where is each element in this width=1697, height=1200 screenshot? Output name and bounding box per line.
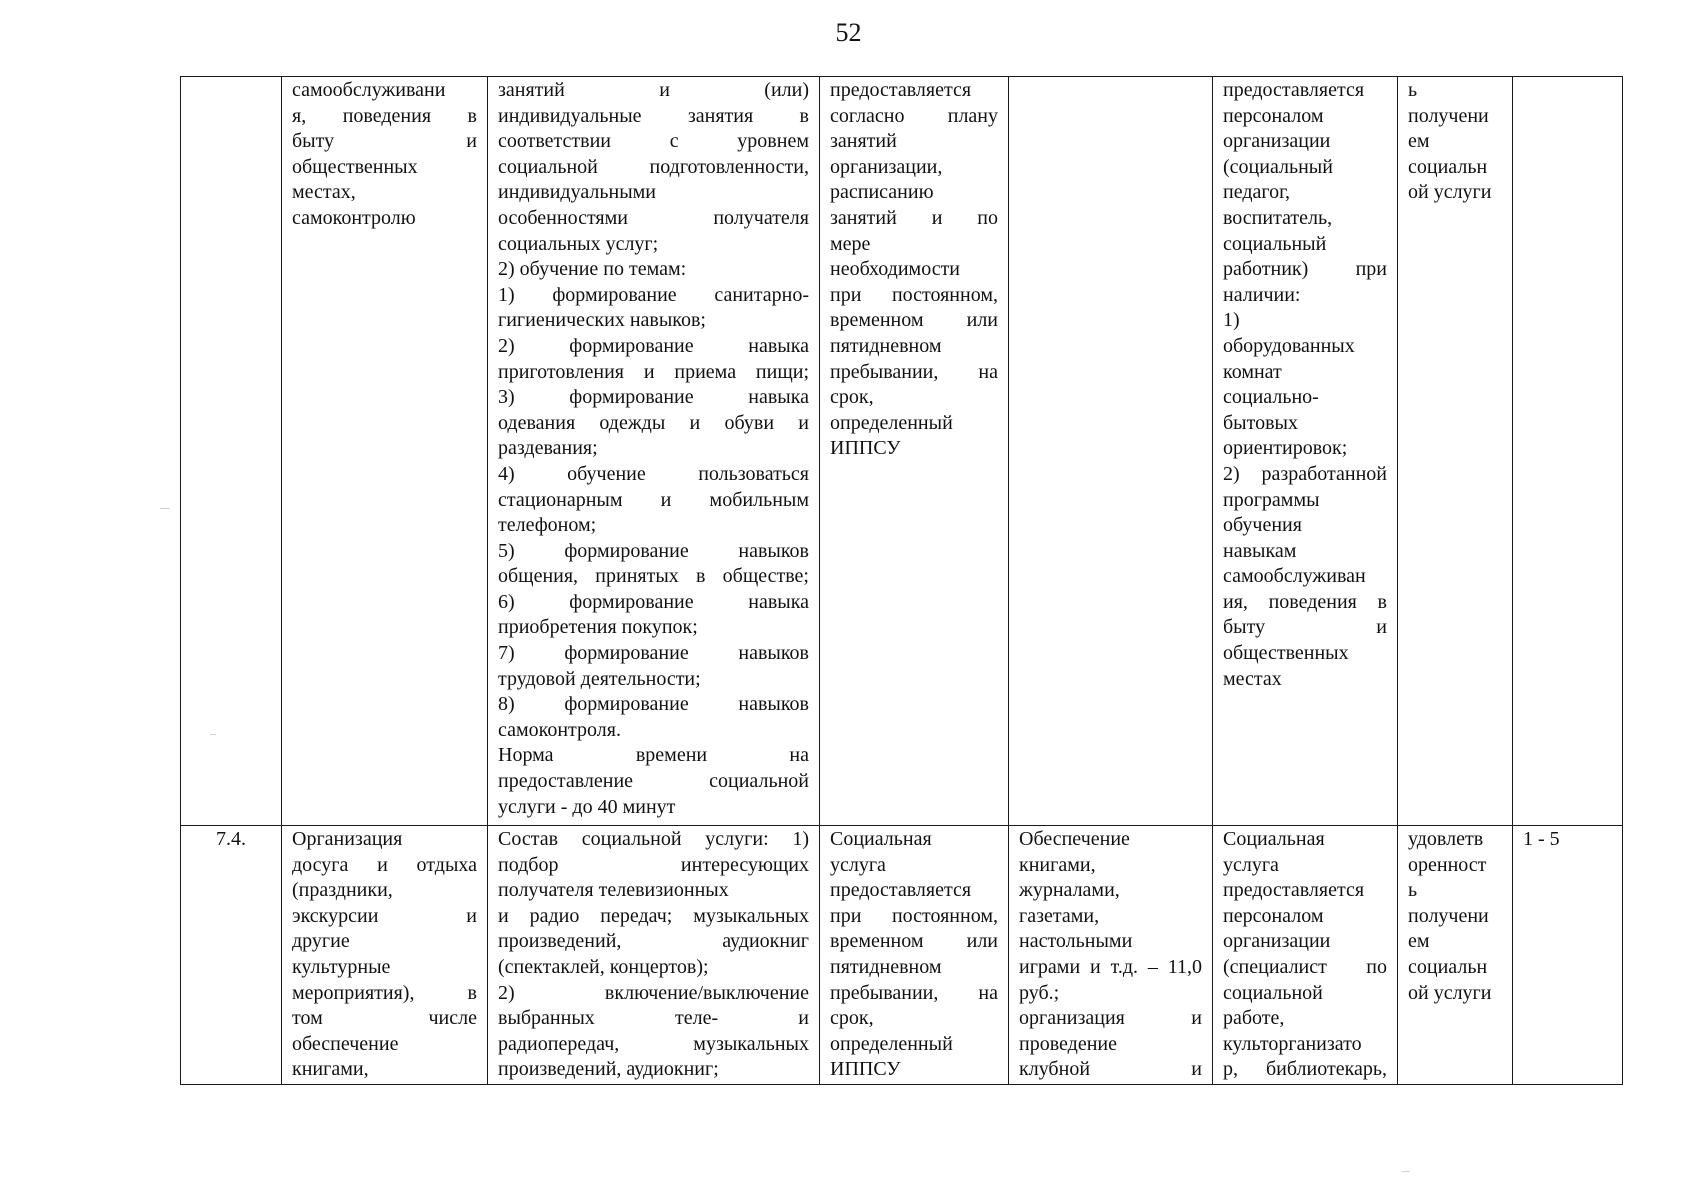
cell-text-line: журналами, bbox=[1019, 879, 1120, 902]
cell-service-evaluation bbox=[1398, 77, 1513, 826]
cell-text-line: временном или bbox=[830, 930, 998, 953]
cell-text-line: трудовой деятельности; bbox=[498, 667, 701, 690]
cell-service-timing bbox=[820, 77, 1009, 826]
scan-artifact bbox=[1402, 1171, 1410, 1172]
cell-text-line: 3) формирование навыка bbox=[498, 386, 809, 409]
cell-text-line: персоналом bbox=[1223, 104, 1324, 127]
cell-service-name bbox=[282, 77, 488, 826]
cell-text-line: предоставление социальной bbox=[498, 770, 809, 793]
services-table bbox=[180, 76, 1623, 1085]
cell-service-name bbox=[282, 826, 488, 1085]
cell-text-line: согласно плану bbox=[830, 104, 998, 127]
cell-text-line: самообслуживан bbox=[1223, 565, 1366, 588]
cell-text-line: занятий bbox=[830, 130, 897, 153]
cell-text-line: временном или bbox=[830, 309, 998, 332]
cell-service-timing bbox=[820, 826, 1009, 1085]
cell-number bbox=[181, 77, 282, 826]
cell-text-line: занятий и (или) bbox=[498, 79, 809, 101]
cell-text-line: услуга bbox=[830, 853, 886, 876]
cell-text-line: местах bbox=[1223, 667, 1282, 690]
cell-rating-range bbox=[1513, 77, 1623, 826]
cell-text-line: организации bbox=[1223, 930, 1331, 953]
cell-text-line: бытовых bbox=[1223, 411, 1298, 434]
cell-text-line: соответствии с уровнем bbox=[498, 130, 809, 153]
cell-text-line: я, поведения в bbox=[292, 104, 477, 127]
cell-text-line: 2) обучение по темам: bbox=[498, 258, 687, 281]
cell-text-line: навыкам bbox=[1223, 539, 1297, 562]
cell-text-line: наличии: bbox=[1223, 283, 1301, 306]
cell-text-line: телефоном; bbox=[498, 514, 597, 537]
cell-text-line: ия, поведения в bbox=[1223, 590, 1387, 613]
cell-text-line: получени bbox=[1408, 904, 1489, 927]
cell-text-line: р, библиотекарь, bbox=[1223, 1058, 1387, 1081]
cell-text-line: ой услуги bbox=[1408, 181, 1492, 204]
cell-text-line: клубной и bbox=[1019, 1058, 1202, 1081]
cell-text-line: организации, bbox=[830, 155, 943, 178]
cell-text-line: (специалист по bbox=[1223, 955, 1387, 978]
cell-text-line: настольными bbox=[1019, 930, 1133, 953]
cell-text-line: ь bbox=[1408, 879, 1418, 902]
cell-text-line: социальной bbox=[1223, 981, 1323, 1004]
cell-text-line: индивидуальными bbox=[498, 181, 656, 204]
page-number: 52 bbox=[835, 18, 862, 47]
cell-text-line: ориентировок; bbox=[1223, 437, 1348, 460]
cell-service-conditions bbox=[1213, 77, 1398, 826]
cell-text-line: Организация bbox=[292, 828, 403, 850]
cell-service-cost bbox=[1009, 77, 1213, 826]
cell-text-line: проведение bbox=[1019, 1032, 1117, 1055]
cell-text-line: общественных bbox=[292, 155, 418, 178]
cell-text-line: мере bbox=[830, 232, 871, 255]
cell-text-line: предоставляется bbox=[1223, 879, 1365, 902]
cell-text-line: 2) формирование навыка bbox=[498, 334, 809, 357]
cell-text-line: одевания одежды и обуви и bbox=[498, 411, 809, 434]
cell-text-line: 2) включение/выключение bbox=[498, 981, 809, 1004]
cell-text-line: гигиенических навыков; bbox=[498, 309, 706, 332]
cell-text-line: экскурсии и bbox=[292, 904, 477, 927]
cell-text-line: услуга bbox=[1223, 853, 1279, 876]
cell-text-line: определенный bbox=[830, 411, 953, 434]
cell-text-line: ИППСУ bbox=[830, 1058, 901, 1081]
cell-text-line: раздевания; bbox=[498, 437, 598, 460]
scan-artifact bbox=[160, 508, 170, 509]
cell-text-line: ем bbox=[1408, 930, 1430, 953]
cell-text-line: мероприятия), в bbox=[292, 981, 477, 1004]
cell-text-line: программы bbox=[1223, 488, 1320, 511]
cell-text-line: (социальный bbox=[1223, 155, 1333, 178]
table-row bbox=[181, 826, 1623, 1085]
cell-text-line: получени bbox=[1408, 104, 1489, 127]
cell-text-line: особенностями получателя bbox=[498, 206, 809, 229]
cell-text-line: подбор интересующих bbox=[498, 853, 809, 876]
cell-text-line: социальный bbox=[1223, 232, 1327, 255]
cell-text-line: газетами, bbox=[1019, 904, 1100, 927]
cell-text-line: 2) разработанной bbox=[1223, 462, 1387, 485]
cell-text-line: оборудованных bbox=[1223, 334, 1355, 357]
cell-text-line: руб.; bbox=[1019, 981, 1060, 1004]
cell-text-line: Состав социальной услуги: 1) bbox=[498, 828, 809, 850]
cell-service-cost bbox=[1009, 826, 1213, 1085]
cell-text-line: предоставляется bbox=[830, 79, 972, 101]
cell-text-line: и радио передач; музыкальных bbox=[498, 904, 809, 927]
cell-text-line: обучения bbox=[1223, 514, 1302, 537]
cell-text-line: удовлетв bbox=[1408, 828, 1484, 850]
cell-text-line: Социальная bbox=[830, 828, 932, 850]
cell-text-line: 4) обучение пользоваться bbox=[498, 462, 809, 485]
cell-service-evaluation bbox=[1398, 826, 1513, 1085]
cell-text-line: комнат bbox=[1223, 360, 1282, 383]
cell-text-line: быту и bbox=[1223, 616, 1387, 639]
cell-text-line: расписанию bbox=[830, 181, 934, 204]
cell-text-line: организация и bbox=[1019, 1007, 1202, 1030]
cell-text-line: социальной подготовленности, bbox=[498, 155, 809, 178]
cell-text-line: выбранных теле- и bbox=[498, 1007, 809, 1030]
cell-text-line: произведений, аудиокниг; bbox=[498, 1058, 719, 1081]
cell-text-line: Обеспечение bbox=[1019, 828, 1130, 850]
cell-text-line: индивидуальные занятия в bbox=[498, 104, 809, 127]
cell-text-line: оренност bbox=[1408, 853, 1487, 876]
cell-text-line: ь bbox=[1408, 79, 1418, 101]
cell-text-line: социальн bbox=[1408, 155, 1488, 178]
cell-text-line: срок, bbox=[830, 1007, 874, 1030]
cell-text-line: пребывании, на bbox=[830, 360, 998, 383]
cell-text-line: культурные bbox=[292, 955, 391, 978]
cell-text-line: обеспечение bbox=[292, 1032, 399, 1055]
cell-service-content bbox=[488, 77, 820, 826]
cell-text-line: воспитатель, bbox=[1223, 206, 1333, 229]
cell-text-line: 7) формирование навыков bbox=[498, 642, 809, 665]
cell-text-line: (спектаклей, концертов); bbox=[498, 955, 709, 978]
cell-service-conditions bbox=[1213, 826, 1398, 1085]
cell-text-line: персоналом bbox=[1223, 904, 1324, 927]
cell-text-line: педагог, bbox=[1223, 181, 1291, 204]
cell-text-line: 1) формирование санитарно- bbox=[498, 283, 809, 306]
cell-text-line: пятидневном bbox=[830, 334, 942, 357]
cell-text-line: работе, bbox=[1223, 1007, 1285, 1030]
cell-text-line: другие bbox=[292, 930, 350, 953]
cell-text-line: определенный bbox=[830, 1032, 953, 1055]
cell-text-line: 6) формирование навыка bbox=[498, 590, 809, 613]
cell-text-line: играми и т.д. – 11,0 bbox=[1019, 955, 1202, 978]
cell-text-line: организации bbox=[1223, 130, 1331, 153]
cell-text-line: культорганизато bbox=[1223, 1032, 1362, 1055]
cell-text-line: досуга и отдыха bbox=[292, 853, 477, 876]
cell-text-line: социальн bbox=[1408, 955, 1488, 978]
cell-text-line: пятидневном bbox=[830, 955, 942, 978]
cell-text-line: Норма времени на bbox=[498, 744, 809, 767]
cell-text-line: самоконтроля. bbox=[498, 718, 621, 741]
scan-artifact bbox=[210, 734, 216, 735]
cell-text-line: пребывании, на bbox=[830, 981, 998, 1004]
cell-text-line: радиопередач, музыкальных bbox=[498, 1032, 809, 1055]
cell-text-line: книгами, bbox=[1019, 853, 1096, 876]
cell-text-line: общественных bbox=[1223, 642, 1349, 665]
cell-text-line: книгами, bbox=[292, 1058, 369, 1081]
cell-text-line: социальных услуг; bbox=[498, 232, 659, 255]
cell-text-line: ИППСУ bbox=[830, 437, 901, 460]
cell-service-content bbox=[488, 826, 820, 1085]
cell-text-line: 8) формирование навыков bbox=[498, 693, 809, 716]
cell-text-line: приобретения покупок; bbox=[498, 616, 698, 639]
cell-text-line: местах, bbox=[292, 181, 356, 204]
cell-text-line: получателя телевизионных bbox=[498, 879, 729, 902]
cell-text-line: 5) формирование навыков bbox=[498, 539, 809, 562]
cell-text-line: социально- bbox=[1223, 386, 1319, 409]
cell-text-line: 1) bbox=[1223, 309, 1240, 332]
cell-text-line: (праздники, bbox=[292, 879, 393, 902]
cell-text-line: общения, принятых в обществе; bbox=[498, 565, 809, 588]
cell-text-line: ем bbox=[1408, 130, 1430, 153]
cell-text-line: быту и bbox=[292, 130, 477, 153]
cell-text-line: услуги - до 40 минут bbox=[498, 795, 676, 818]
cell-text-line: предоставляется bbox=[1223, 79, 1365, 101]
cell-text-line: стационарным и мобильным bbox=[498, 488, 809, 511]
cell-text-line: произведений, аудиокниг bbox=[498, 930, 809, 953]
cell-text-line: самообслуживани bbox=[292, 79, 446, 101]
cell-text-line: при постоянном, bbox=[830, 283, 998, 306]
cell-text-line: Социальная bbox=[1223, 828, 1325, 850]
cell-text-line: ой услуги bbox=[1408, 981, 1492, 1004]
table-row bbox=[181, 77, 1623, 826]
cell-number: 7.4. bbox=[181, 826, 282, 1085]
cell-rating-range: 1 - 5 bbox=[1513, 826, 1623, 1085]
cell-text-line: срок, bbox=[830, 386, 874, 409]
cell-text-line: при постоянном, bbox=[830, 904, 998, 927]
cell-text-line: предоставляется bbox=[830, 879, 972, 902]
cell-text-line: занятий и по bbox=[830, 206, 998, 229]
cell-text-line: необходимости bbox=[830, 258, 961, 281]
cell-text-line: работник) при bbox=[1223, 258, 1387, 281]
cell-text-line: самоконтролю bbox=[292, 206, 416, 229]
cell-text-line: приготовления и приема пищи; bbox=[498, 360, 809, 383]
cell-text-line: том числе bbox=[292, 1007, 477, 1030]
